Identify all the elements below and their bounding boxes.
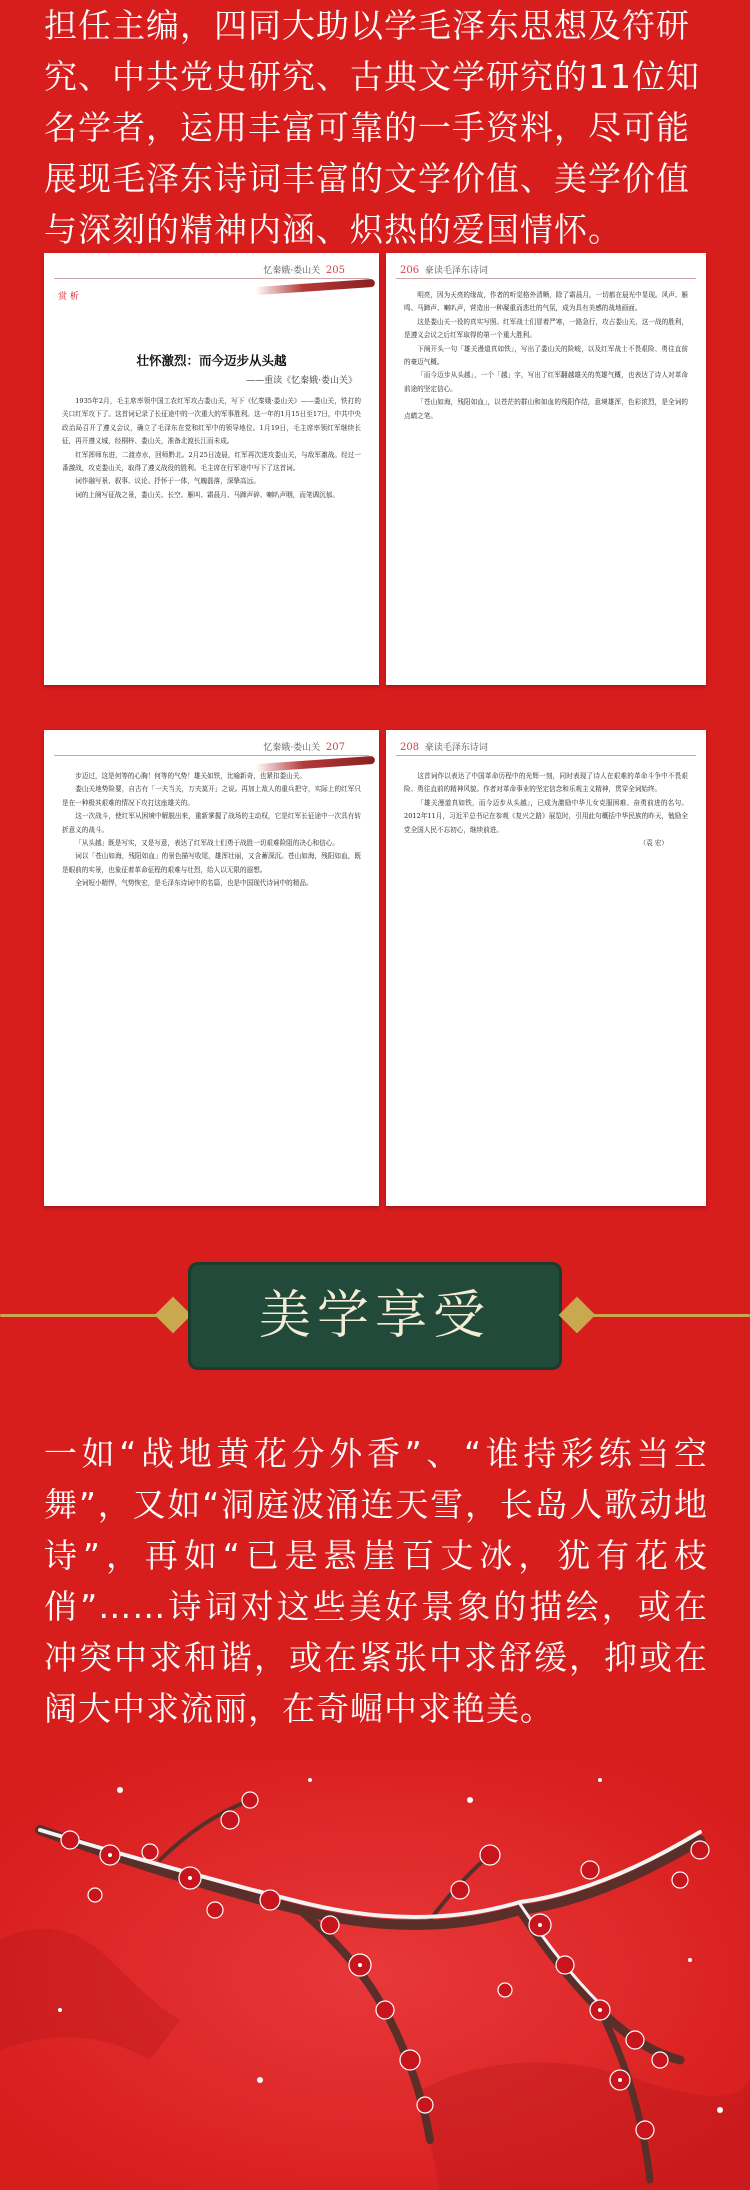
banner-right-line <box>590 1314 750 1317</box>
article-title: 壮怀激烈：而今迈步从头越 <box>136 353 287 368</box>
plum-blossom-illustration <box>0 1760 750 2190</box>
banner-left-diamond <box>155 1297 192 1334</box>
body-paragraph: 这是娄山关一役的真实写照。红军战士们冒着严寒，一路急行，攻占娄山关，这一战的胜利，是遵义会议之后红军取得的第一个重大胜利。 <box>404 317 688 340</box>
body-paragraph: 全词短小精悍，气势恢宏，是毛泽东诗词中的名篇，也是中国现代诗词中的精品。 <box>75 879 313 888</box>
body-paragraph: 步迈过，这是何等的心胸！何等的气势！雄关如铁，比喻新奇，也紧扣娄山关。 <box>75 772 306 780</box>
body-paragraph: 红军挥师东进，二渡赤水，回师黔北。2月25日凌晨，红军再次进攻娄山关，与敌军激战。经过一番激战，攻克娄山关，取得了遵义战役的胜利。毛主席在行军途中写下了这首词。 <box>62 450 361 473</box>
article-subtitle: ——重读《忆秦娥·娄山关》 <box>246 376 357 386</box>
body-paragraph: 这首词作以表达了中国革命历程中的光辉一刻，同时表现了诗人在艰难的革命斗争中不畏艰险、勇往直前的精神风貌。作者对革命事业的坚定信念和乐观主义精神，贯穿全词始终。 <box>404 772 688 794</box>
page-header-title: 豪读毛泽东诗词 <box>424 743 488 753</box>
body-paragraph: 「从头越」既是写实，又是写意，表达了红军战士们勇于战胜一切艰难险阻的决心和信心。 <box>75 839 339 848</box>
header-rule <box>396 278 696 279</box>
page-number: 205 <box>325 265 345 276</box>
page-header-title: 忆秦娥·娄山关 <box>263 743 321 753</box>
section-tag: 赏 析 <box>58 292 79 302</box>
body-paragraph: 1935年2月，毛主席率领中国工农红军攻占娄山关，写下《忆秦娥·娄山关》——娄山关，铁打的关口红军攻下了。这首词记录了长征途中的一次重大的军事胜利。这一年的1月15日至17日，中共中央政治局召开了遵义会议，确立了毛泽东在党和红军中的领导地位。1月19日，毛主席率领红军继续长征，再开遵义城，经桐梓、娄山关，准备北渡长江而未成。 <box>62 397 361 446</box>
book-page-208 <box>386 730 706 1206</box>
body-paragraph: 词的上阕写征战之景，娄山关、长空、雁叫、霜晨月、马蹄声碎、喇叭声咽，而笔调沉郁。 <box>75 490 339 499</box>
book-page-206 <box>386 253 706 685</box>
page-header-title: 豪读毛泽东诗词 <box>424 266 488 276</box>
article-body <box>404 770 688 850</box>
author-signature: （袁 宏） <box>639 839 668 848</box>
section-banner <box>188 1262 562 1370</box>
book-page-205 <box>44 253 379 685</box>
header-rule <box>54 278 369 279</box>
quote-text <box>44 1428 708 1734</box>
intro-paragraph: 担任主编，四同大助以学毛泽东思想及符研究、中共党史研究、古典文学研究的11位知名学者，运用丰富可靠的一手资料，尽可能展现毛泽东诗词丰富的文学价值、美学价值与深刻的精神内涵、炽热的爱国情怀。 <box>44 6 700 249</box>
header-rule <box>54 755 369 756</box>
header-rule <box>396 755 696 756</box>
body-paragraph: 「而今迈步从头越」，一个「越」字，写出了红军翻越雄关的英雄气概，也表达了诗人对革命前途的坚定信心。 <box>404 371 688 393</box>
page-header <box>263 263 345 276</box>
page-header <box>263 740 345 753</box>
body-paragraph: 词以「苍山如海，残阳如血」的景色描写收尾，雄浑壮丽，又含蓄深沉。苍山如海，残阳如血，既是眼前的实景，也象征着革命征程的艰难与壮烈，给人以无限的遐想。 <box>62 852 361 874</box>
body-paragraph: 娄山关地势险要，自古有「一夫当关，万夫莫开」之说。再加上敌人的重兵把守，实际上的红军只是在一种极其艰难的情况下攻打这座雄关的。 <box>62 785 361 807</box>
page-number: 206 <box>400 265 420 276</box>
body-paragraph: 「苍山如海，残阳如血」，以苍茫的群山和如血的残阳作结，意境雄浑，色彩浓烈，是全词的点睛之笔。 <box>404 398 688 420</box>
body-paragraph: 词作融写景、叙事、议论、抒怀于一体，气魄磊落，深挚高远。 <box>75 477 260 486</box>
page-number: 207 <box>325 742 345 753</box>
body-paragraph: 下阕开头一句「雄关漫道真如铁」，写出了娄山关的险峻，以及红军战士不畏艰险、勇往直前的豪迈气概。 <box>404 344 688 367</box>
quote-paragraph: 一如“战地黄花分外香”、“谁持彩练当空舞”，又如“洞庭波涌连天雪，长岛人歌动地诗”，再如“已是悬崖百丈冰，犹有花枝俏”……诗词对这些美好景象的描绘，或在冲突中求和谐，或在紧张中求舒缓，抑或在阔大中求流丽，在奇崛中求艳美。 <box>44 1434 708 1728</box>
section-title: 美学享受 <box>258 1286 491 1346</box>
book-page-207 <box>44 730 379 1206</box>
page-header <box>400 263 488 276</box>
body-paragraph: 这一次战斗，使红军从困境中解脱出来，重新掌握了战场的主动权，它是红军长征途中一次具有转折意义的战斗。 <box>62 812 361 834</box>
page-header-title: 忆秦娥·娄山关 <box>263 266 321 276</box>
article-body <box>62 395 361 502</box>
article-body <box>62 770 361 891</box>
article-body <box>404 289 688 423</box>
brush-stroke <box>255 279 375 295</box>
intro-text <box>44 0 714 255</box>
body-paragraph: 明亮，因为天亮的缘故，作者的听觉格外清晰，除了霜晨月，一切都在晨光中显现。风声、雁鸣、马蹄声、喇叭声，营造出一种凝重而悲壮的气氛，成为具有美感的战地画面。 <box>404 291 688 313</box>
banner-left-line <box>0 1314 160 1317</box>
page-header <box>400 740 488 753</box>
page-number: 208 <box>400 742 420 753</box>
body-paragraph: 「雄关漫道真如铁，而今迈步从头越」，已成为激励中华儿女克服困难、奋勇前进的名句。2012年11月，习近平总书记在参观《复兴之路》展览时，引用此句概括中华民族的昨天，勉励全党全国人民不忘初心，继续前进。 <box>404 798 688 834</box>
